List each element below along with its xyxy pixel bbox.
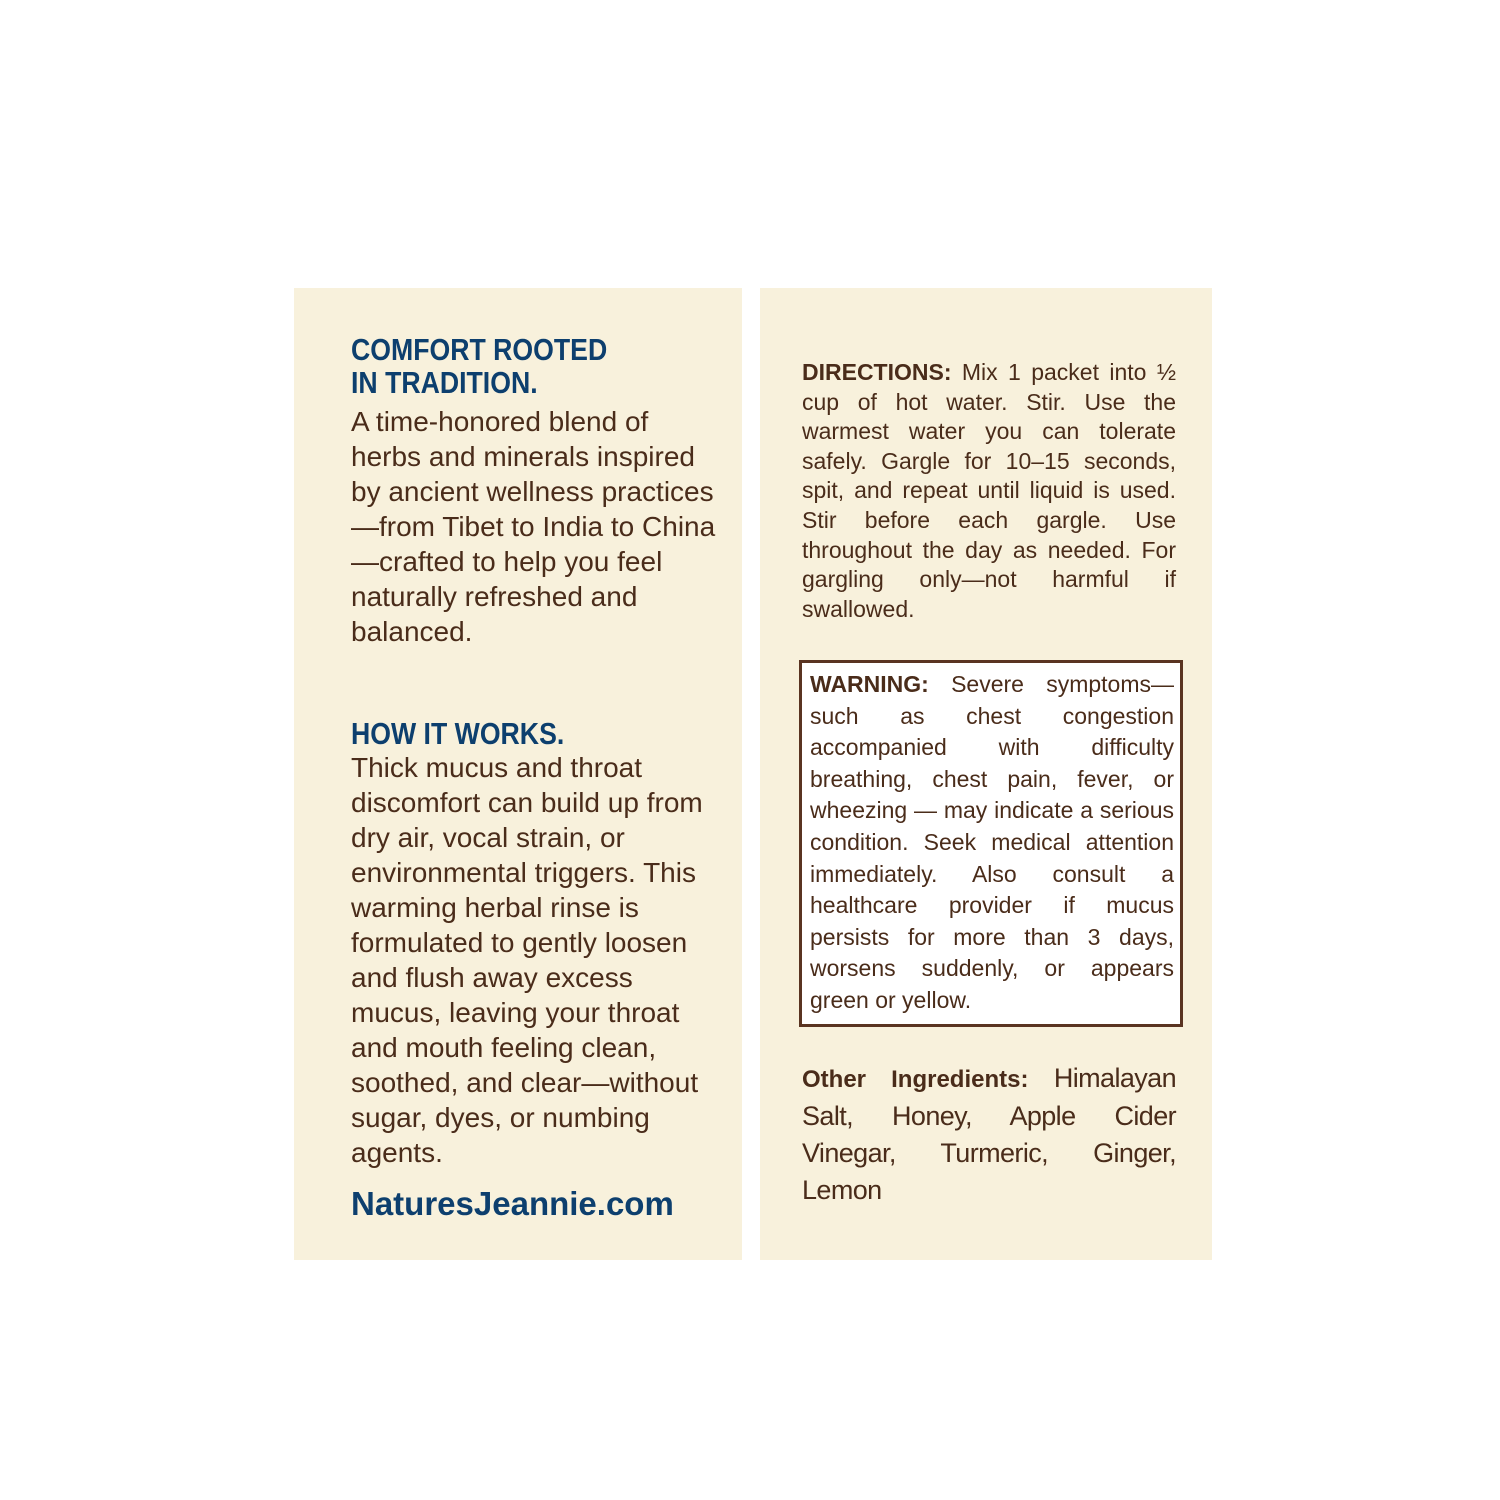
directions-label: DIRECTIONS: [802, 359, 952, 385]
left-label-panel [294, 288, 742, 1260]
warning-block [810, 669, 1174, 1017]
how-it-works-description: Thick mucus and throat discomfort can build up from dry air, vocal strain, or environmental triggers. This warming herbal rinse is formulated to gently loosen and flush away excess mucus, leaving your throat and mouth feeling clean, soothed, and clear—without sugar, dyes, or numbing agents. [351, 752, 703, 1168]
website-url: NaturesJeannie.com [351, 1185, 674, 1222]
heading-comfort-line2: IN TRADITION. [351, 365, 538, 400]
warning-box [799, 660, 1183, 1027]
warning-label: WARNING: [810, 671, 929, 697]
right-label-panel [760, 288, 1212, 1260]
heading-how-it-works: HOW IT WORKS. [351, 716, 565, 751]
heading-comfort-rooted [351, 333, 607, 399]
ingredients-label: Other Ingredients: [802, 1066, 1029, 1093]
ingredients-text: Himalayan Salt, Honey, Apple Cider Vinegar, Turmeric, Ginger, Lemon [802, 1063, 1176, 1205]
heading-comfort-line1: COMFORT ROOTED [351, 332, 608, 367]
warning-text: Severe symptoms—such as chest congestion accompanied with difficulty breathing, chest pain, fever, or wheezing — may indicate a serious condition. Seek medical attention immediately. Also consult a healthcare provider if mucus persists for more than 3 days, worsens suddenly, or appears green or yellow. [810, 671, 1174, 1013]
directions-text: Mix 1 packet into ½ cup of hot water. Stir. Use the warmest water you can tolerate safely. Gargle for 10–15 seconds, spit, and repeat until liquid is used. Stir before each gargle. Use throughout the day as needed. For gargling only—not harmful if swallowed. [802, 359, 1177, 622]
directions-block [802, 358, 1176, 624]
ingredients-block [802, 1060, 1176, 1209]
comfort-description: A time-honored blend of herbs and minerals inspired by ancient wellness practices—from Tibet to India to China—crafted to help you feel naturally refreshed and balanced. [351, 406, 716, 647]
